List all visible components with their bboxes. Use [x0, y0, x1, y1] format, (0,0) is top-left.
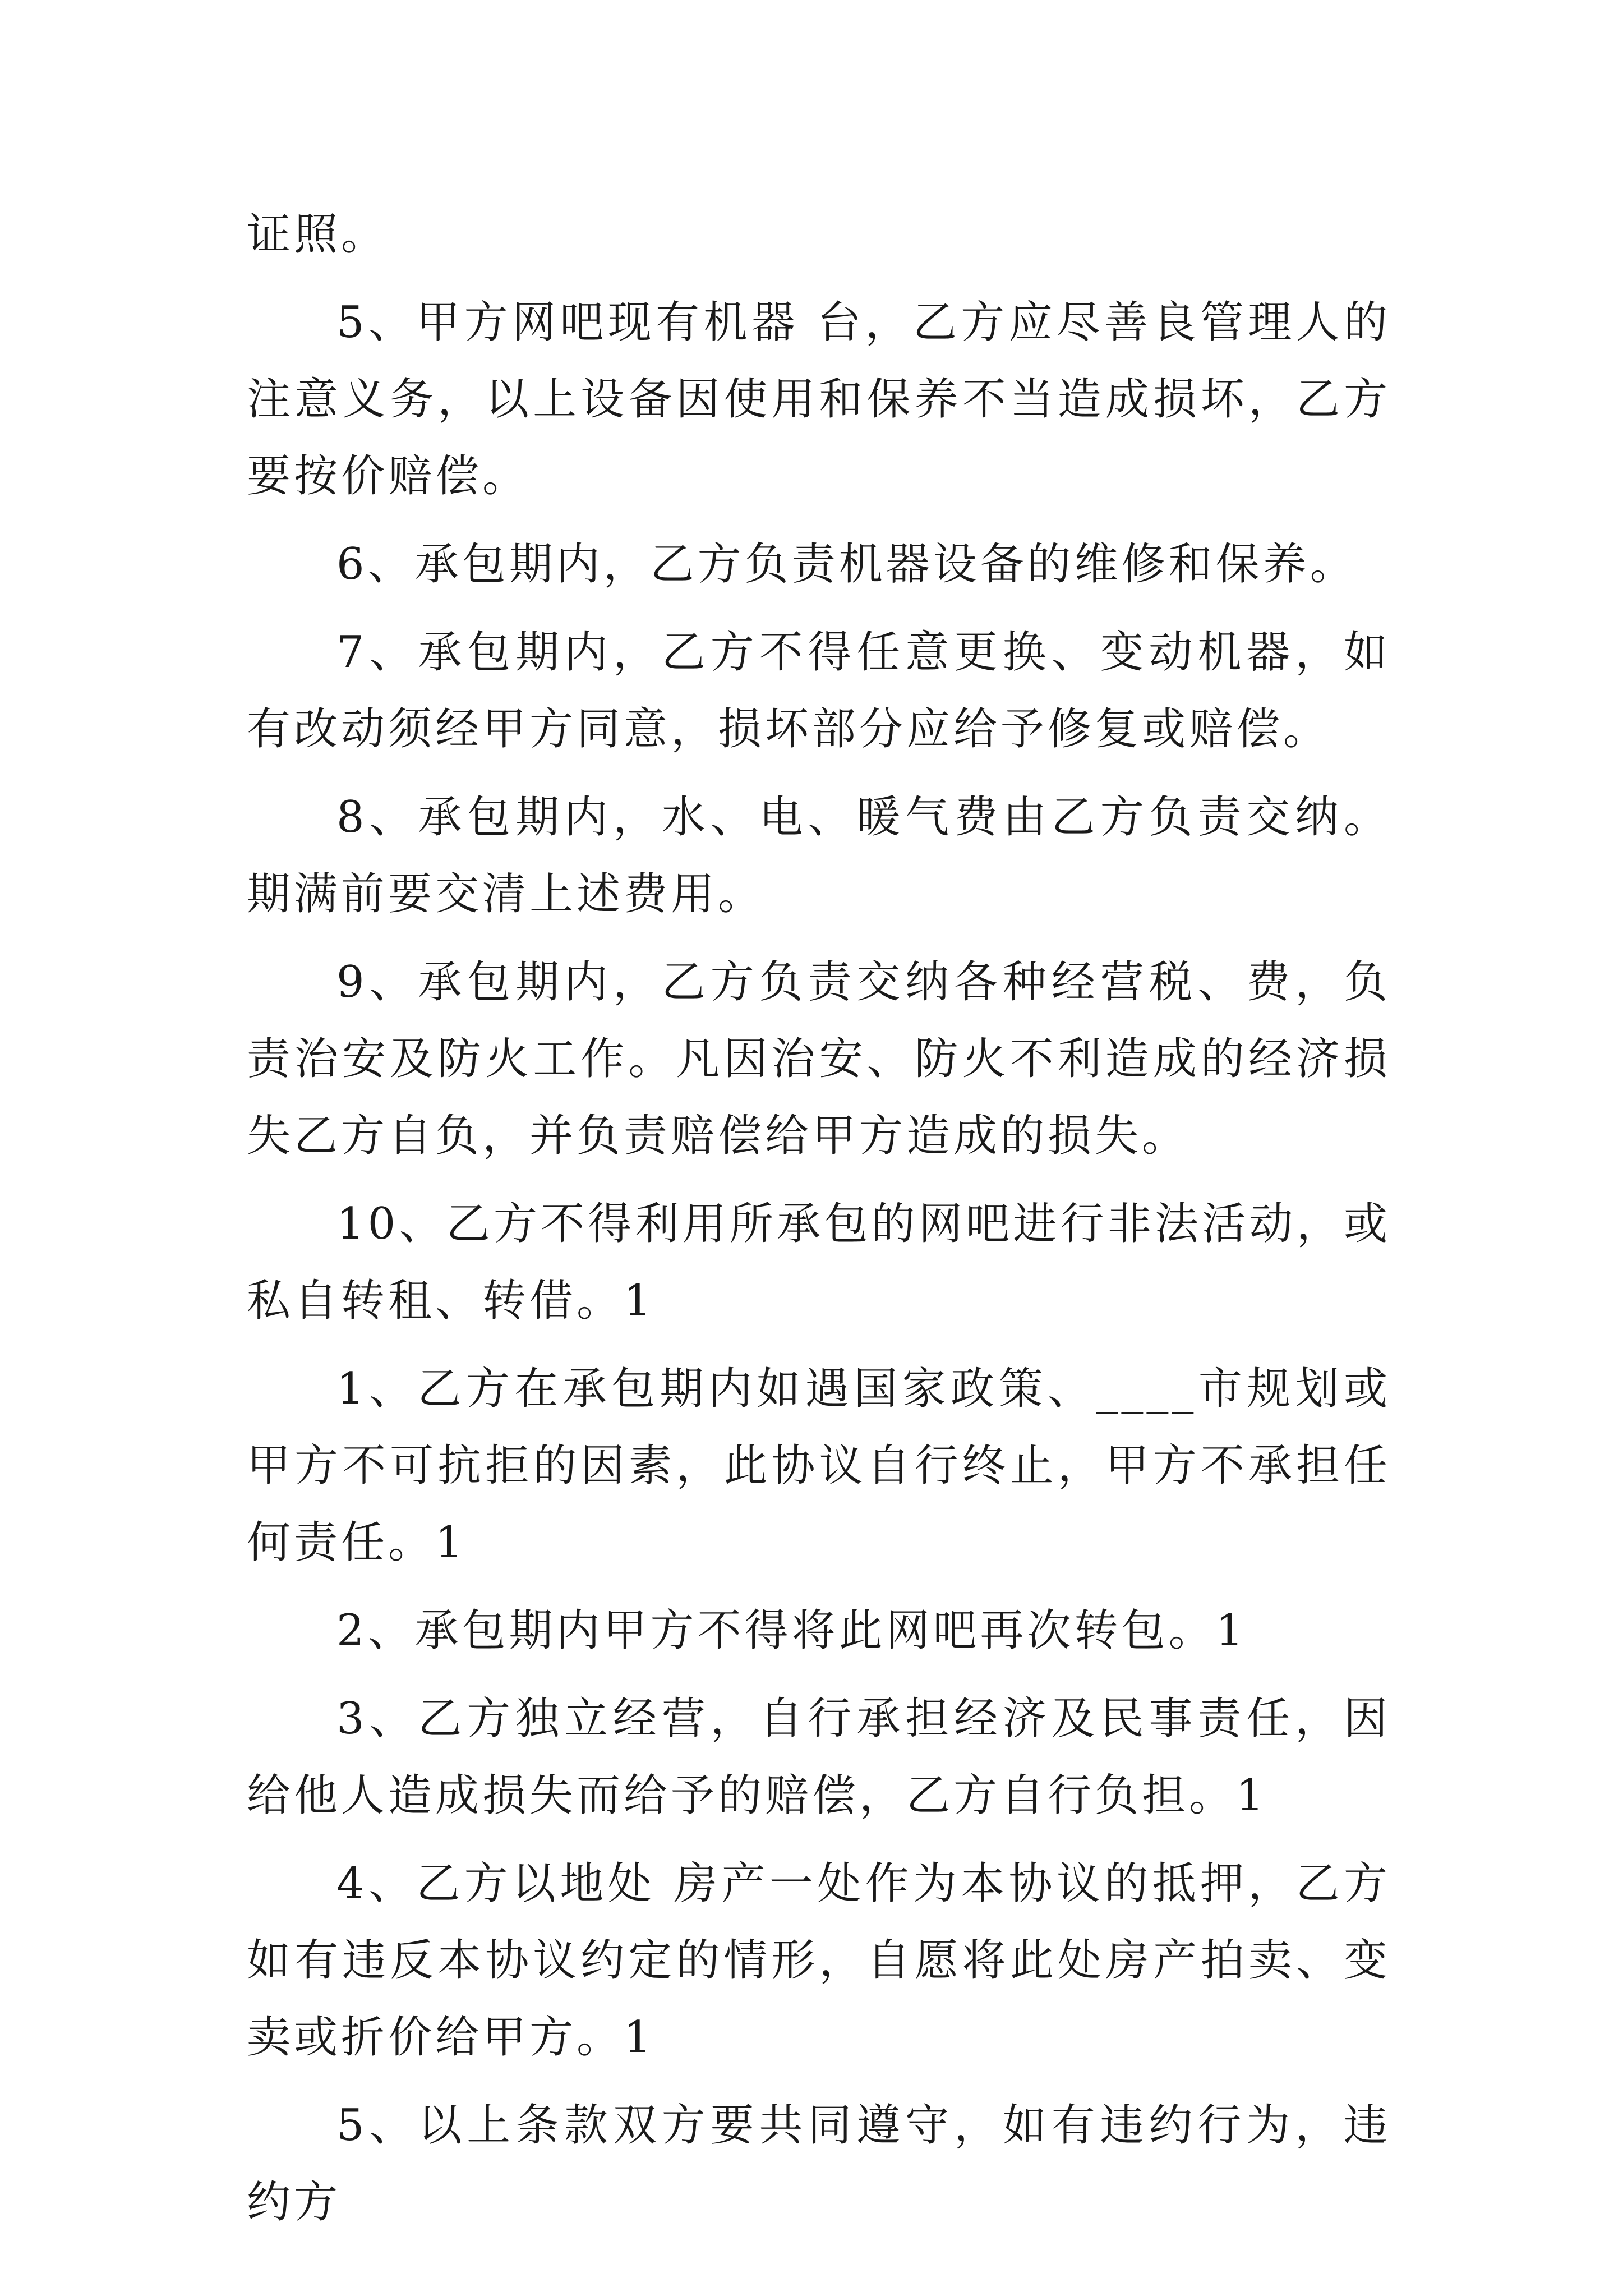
paragraph-clause-9: 9、承包期内，乙方负责交纳各种经营税、费，负责治安及防火工作。凡因治安、防火不利造成的经济损失乙方自负，并负责赔偿给甲方造成的损失。	[247, 957, 1391, 1161]
paragraph-item-5: 5、以上条款双方要共同遵守，如有违约行为，违约方	[247, 2100, 1391, 2228]
paragraph-item-1: 1、乙方在承包期内如遇国家政策、____市规划或甲方不可抗拒的因素，此协议自行终止，甲方不承担任何责任。1	[247, 1364, 1391, 1568]
paragraph-continuation: 证照。	[247, 209, 389, 260]
paragraph-clause-5: 5、甲方网吧现有机器 台，乙方应尽善良管理人的注意义务，以上设备因使用和保养不当造成损坏，乙方要按价赔偿。	[247, 297, 1391, 501]
paragraph-clause-8: 8、承包期内，水、电、暖气费由乙方负责交纳。期满前要交清上述费用。	[247, 792, 1391, 919]
paragraph-clause-7: 7、承包期内，乙方不得任意更换、变动机器，如有改动须经甲方同意，损坏部分应给予修复或赔偿。	[247, 627, 1391, 754]
paragraph-item-2: 2、承包期内甲方不得将此网吧再次转包。1	[336, 1605, 1247, 1656]
paragraph-clause-10: 10、乙方不得利用所承包的网吧进行非法活动，或私自转租、转借。1	[247, 1199, 1391, 1326]
paragraph-item-4: 4、乙方以地处 房产一处作为本协议的抵押，乙方如有违反本协议约定的情形，自愿将此处房产拍卖、变卖或折价给甲方。1	[247, 1858, 1391, 2063]
paragraph-item-3: 3、乙方独立经营，自行承担经济及民事责任，因给他人造成损失而给予的赔偿，乙方自行负担。1	[247, 1694, 1391, 1821]
document-body	[247, 196, 1391, 2252]
paragraph-clause-6: 6、承包期内，乙方负责机器设备的维修和保养。	[336, 539, 1357, 590]
